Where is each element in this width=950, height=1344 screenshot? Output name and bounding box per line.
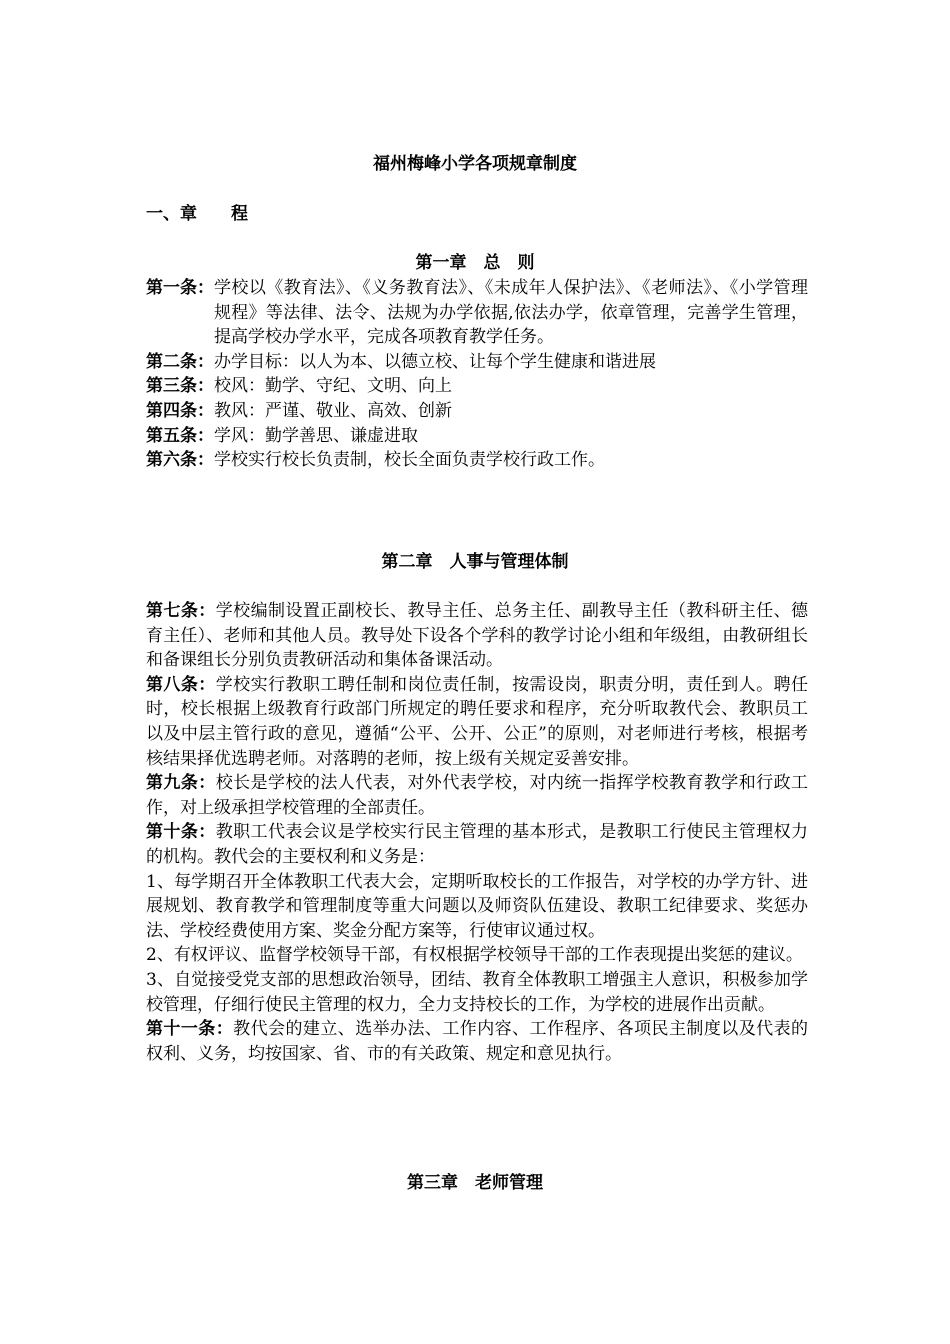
article-5	[146, 424, 808, 449]
article-8	[146, 673, 808, 771]
article-text: 学校实行教职工聘任制和岗位责任制，按需设岗，职责分明，责任到人。聘任时，校长根据上级教育行政部门所规定的聘任要求和程序，充分听取教代会、教职员工以及中层主管行政的意见，遵循“公平、公开、公正”的原则，对老师进行考核，根据考核结果择优选聘老师。对落聘的老师，按上级有关规定妥善安排。	[146, 674, 809, 769]
document-title: 福州梅峰小学各项规章制度	[373, 154, 577, 174]
article-10	[146, 820, 808, 869]
article-text: 学校以《教育法》、《义务教育法》、《未成年人保护法》、《老师法》、《小学管理规程》等法律、法令、法规为办学依据,依法办学，依章管理，完善学生管理，提高学校办学水平，完成各项教育教学任务。	[214, 278, 808, 348]
article-label: 第八条：	[146, 674, 216, 695]
article-label: 第五条：	[146, 425, 214, 446]
chapter-1-heading: 第一章 总 则	[415, 253, 535, 273]
article-label: 第一条：	[146, 278, 214, 298]
section-heading: 一、章 程	[146, 204, 248, 224]
article-text: 教风：严谨、敬业、高效、创新	[214, 400, 452, 421]
article-text: 学校编制设置正副校长、教导主任、总务主任、副教导主任（教科研主任、德育主任）、老师和其他人员。教导处下设各个学科的教学讨论小组和年级组，由教研组长和备课组长分别负责教研活动和集体备课活动。	[146, 601, 809, 671]
article-6	[146, 448, 808, 473]
article-2	[146, 350, 808, 375]
article-3	[146, 374, 808, 399]
article-text: 校长是学校的法人代表，对外代表学校，对内统一指挥学校教育教学和行政工作，对上级承担学校管理的全部责任。	[146, 773, 809, 818]
article-label: 第九条：	[146, 773, 216, 794]
chapter-3-heading: 第三章 老师管理	[407, 1173, 543, 1193]
article-7	[146, 599, 808, 673]
article-1	[146, 276, 808, 350]
article-text: 学风：勤学善思、谦虚进取	[214, 425, 418, 446]
list-item: 3、自觉接受党支部的思想政治领导，团结、教育全体教职工增强主人意识，积极参加学校管理，仔细行使民主管理的权力，全力支持校长的工作，为学校的进展作出贡献。	[146, 969, 808, 1015]
article-text: 教职工代表会议是学校实行民主管理的基本形式，是教职工行使民主管理权力的机构。教代会的主要权利和义务是：	[146, 822, 809, 867]
chapter-1-body	[146, 276, 808, 473]
article-text: 教代会的建立、选举办法、工作内容、工作程序、各项民主制度以及代表的权利、义务，均按国家、省、市的有关政策、规定和意见执行。	[146, 1019, 809, 1064]
article-text: 学校实行校长负责制，校长全面负责学校行政工作。	[214, 450, 605, 471]
article-9	[146, 771, 808, 820]
article-label: 第七条：	[146, 601, 216, 621]
article-label: 第六条：	[146, 450, 214, 471]
list-item: 2、有权评议、监督学校领导干部，有权根据学校领导干部的工作表现提出奖惩的建议。	[146, 945, 803, 966]
article-label: 第十条：	[146, 822, 216, 843]
article-label: 第十一条：	[146, 1019, 234, 1040]
list-item: 1、每学期召开全体教职工代表大会，定期听取校长的工作报告，对学校的办学方针、进展规划、教育教学和管理制度等重大问题以及师资队伍建设、教职工纪律要求、奖惩办法、学校经费使用方案、奖金分配方案等，行使审议通过权。	[146, 871, 808, 941]
article-11	[146, 1017, 808, 1066]
article-text: 办学目标：以人为本、以德立校、让每个学生健康和谐进展	[214, 351, 656, 372]
article-label: 第四条：	[146, 400, 214, 421]
article-4	[146, 399, 808, 424]
article-label: 第二条：	[146, 351, 214, 372]
article-text: 校风：勤学、守纪、文明、向上	[214, 376, 452, 397]
article-label: 第三条：	[146, 376, 214, 397]
chapter-2-body	[146, 599, 808, 1066]
chapter-2-heading: 第二章 人事与管理体制	[381, 552, 569, 572]
